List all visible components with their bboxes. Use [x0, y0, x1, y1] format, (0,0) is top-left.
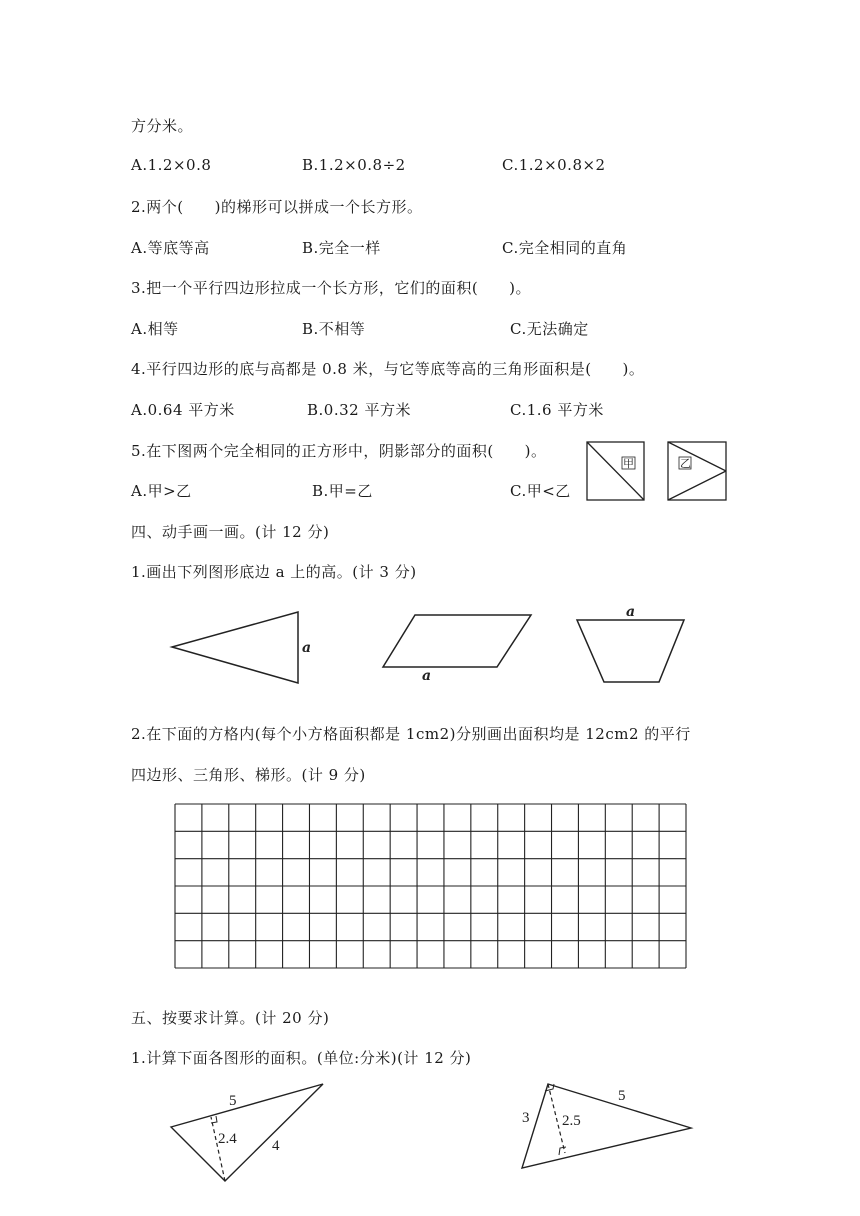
q4-text: 4.平行四边形的底与高都是 0.8 米，与它等底等高的三角形面积是( )。 — [131, 360, 645, 378]
label-jia: 甲 — [623, 457, 634, 470]
triangle-1 — [171, 1084, 323, 1181]
q2-option-a: A.等底等高 — [131, 239, 210, 257]
square-yi — [668, 442, 726, 500]
triangle-figure — [172, 612, 298, 683]
q5-option-b: B.甲=乙 — [312, 482, 373, 500]
q1-option-b: B.1.2×0.8÷2 — [302, 156, 406, 174]
section-4-q1: 1.画出下列图形底边 a 上的高。(计 3 分) — [131, 563, 417, 581]
triangle-1-height — [211, 1117, 225, 1181]
q5-option-a: A.甲>乙 — [131, 482, 192, 500]
q3-option-b: B.不相等 — [302, 320, 366, 338]
triangle-base-label: a — [302, 640, 312, 656]
triangle-2-height-label: 2.5 — [562, 1113, 581, 1129]
trapezoid-figure — [577, 620, 684, 682]
square-jia — [587, 442, 644, 500]
triangle-1-side-label: 5 — [229, 1093, 237, 1109]
q2-option-b: B.完全一样 — [302, 239, 381, 257]
triangle-2-left-label: 3 — [522, 1110, 530, 1126]
continued-text: 方分米。 — [131, 117, 194, 135]
q1-option-a: A.1.2×0.8 — [131, 156, 212, 174]
triangle-1-height-label: 2.4 — [218, 1131, 237, 1147]
q2-text: 2.两个( )的梯形可以拼成一个长方形。 — [131, 198, 423, 216]
q3-option-a: A.相等 — [131, 320, 179, 338]
triangle-2-right-angle — [559, 1147, 566, 1155]
parallelogram-figure — [383, 615, 531, 667]
section-5-title: 五、按要求计算。(计 20 分) — [131, 1009, 330, 1027]
section-4-title: 四、动手画一画。(计 12 分) — [131, 523, 330, 541]
q5-text: 5.在下图两个完全相同的正方形中，阴影部分的面积( )。 — [131, 442, 547, 460]
trapezoid-base-label: a — [626, 604, 636, 620]
triangle-1-other-label: 4 — [272, 1138, 280, 1154]
parallelogram-base-label: a — [422, 668, 432, 684]
q5-option-c: C.甲<乙 — [510, 482, 571, 500]
section-4-q2-line2: 四边形、三角形、梯形。(计 9 分) — [131, 766, 366, 784]
triangle-1-right-angle — [211, 1116, 217, 1123]
label-yi: 乙 — [680, 457, 691, 470]
square-grid — [175, 804, 686, 968]
q2-option-c: C.完全相同的直角 — [502, 239, 628, 257]
q4-option-b: B.0.32 平方米 — [307, 401, 411, 419]
section-4-q2-line1: 2.在下面的方格内(每个小方格面积都是 1cm2)分别画出面积均是 12cm2 的平行 — [131, 725, 691, 743]
q4-option-a: A.0.64 平方米 — [131, 401, 235, 419]
q3-text: 3.把一个平行四边形拉成一个长方形，它们的面积( )。 — [131, 279, 532, 297]
triangle-2-side-label: 5 — [618, 1088, 626, 1104]
section-5-q1: 1.计算下面各图形的面积。(单位:分米)(计 12 分) — [131, 1049, 472, 1067]
q1-option-c: C.1.2×0.8×2 — [502, 156, 606, 174]
q4-option-c: C.1.6 平方米 — [510, 401, 604, 419]
triangle-2 — [522, 1084, 691, 1168]
q3-option-c: C.无法确定 — [510, 320, 589, 338]
